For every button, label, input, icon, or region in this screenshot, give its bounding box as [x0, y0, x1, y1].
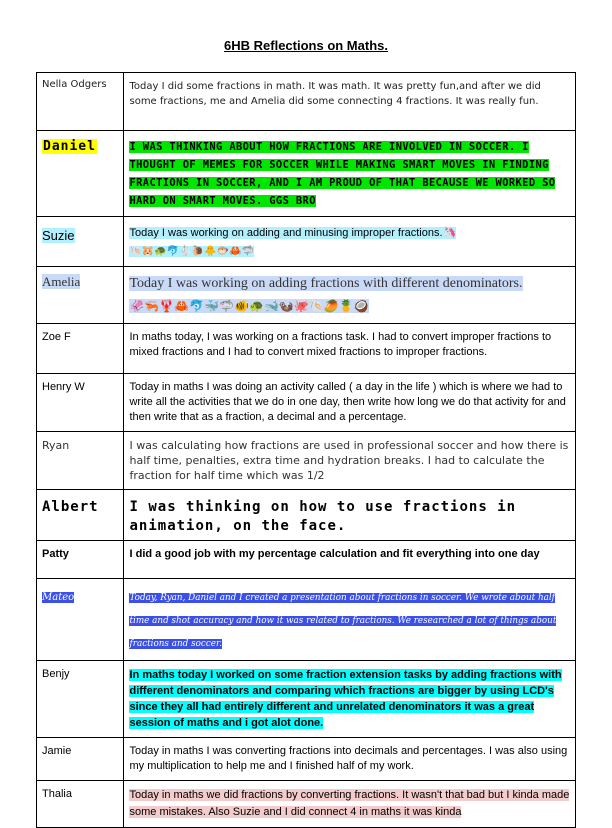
reflection-cell — [124, 579, 576, 661]
student-name-cell — [37, 217, 124, 267]
student-name-cell — [37, 579, 124, 661]
table-row — [37, 661, 576, 738]
reflection-text: In maths today, I was working on a fractions task. I had to convert improper fractions to mixed fractions and I had to convert mixed fractions to improper fractions. — [129, 331, 552, 358]
reflection-cell — [124, 73, 576, 131]
student-name-cell — [37, 661, 124, 738]
reflection-cell — [124, 324, 576, 374]
table-row — [37, 579, 576, 661]
student-name-cell — [37, 131, 124, 217]
sea-animals-emoji-row: 🐚🐹🐢🐬🐇🐌🐥🐡🦀🦈 — [129, 246, 254, 257]
table-row — [37, 738, 576, 781]
table-row — [37, 781, 576, 828]
table-row — [37, 217, 576, 267]
student-name: Suzie — [42, 228, 75, 243]
reflection-cell — [124, 217, 576, 267]
reflection-text: Today I did some fractions in math. It was math. It was pretty fun,and after we did some fractions, me and Amelia did some connecting 4 fractions. It was really fun. — [129, 81, 541, 107]
reflection-cell — [124, 267, 576, 324]
student-name-cell — [37, 73, 124, 131]
student-name: Daniel — [43, 139, 96, 154]
reflection-cell — [124, 541, 576, 579]
table-row — [37, 374, 576, 432]
document-title: 6HB Reflections on Maths. — [224, 38, 388, 53]
student-name: Patty — [42, 548, 69, 560]
reflection-cell — [124, 738, 576, 781]
sea-animals-emoji-row: 🦑🦐🦞🦀🐬🐳🦈🐠🐢🐋🦦🐙🐚🥭🍍🥥 — [129, 299, 369, 313]
reflection-cell — [124, 661, 576, 738]
reflection-text: I was thinking on how to use fractions in animation, on the face. — [129, 499, 517, 534]
table-row — [37, 267, 576, 324]
student-name-cell — [37, 432, 124, 490]
table-row — [37, 73, 576, 131]
student-name-cell — [37, 490, 124, 541]
table-row — [37, 131, 576, 217]
reflection-text: I WAS THINKING ABOUT HOW FRACTIONS ARE INVOLVED IN SOCCER. I THOUGHT OF MEMES FOR SOCCER WHILE MAKING SMART MOVES IN FINDING FRACTIONS IN SOCCER, AND I AM PROUD OF THAT BECAUSE WE WORKED SO HARD ON SMART MOVES. GGS BRO — [129, 141, 556, 207]
reflection-text: Today I was working on adding fractions with different denominators. — [129, 276, 523, 291]
reflections-table — [36, 72, 576, 828]
student-name-cell — [37, 738, 124, 781]
reflection-text: Today in maths we did fractions by converting fractions. It wasn't that bad but I kinda made some mistakes. Also Suzie and I did connect 4 in maths it was kinda — [129, 789, 570, 818]
student-name: Henry W — [42, 381, 85, 393]
reflection-cell — [124, 131, 576, 217]
reflection-text: Today, Ryan, Daniel and I created a presentation about fractions in soccer. We wrote about half time and shot accuracy and how it was related to fractions. We researched a lot of things about fractions and soccer. — [129, 593, 557, 649]
reflection-cell — [124, 781, 576, 828]
student-name: Mateo — [42, 592, 75, 603]
reflection-text: Today in maths I was doing an activity called ( a day in the life ) which is where we had to write all the activities that we do in one day, then write how long we do that activity for and then write that as a fraction, a decimal and a percentage. — [129, 381, 566, 423]
student-name: Zoe F — [42, 331, 71, 343]
student-name: Albert — [42, 499, 99, 515]
table-row — [37, 490, 576, 541]
student-name: Amelia — [42, 274, 81, 289]
student-name-cell — [37, 267, 124, 324]
student-name-cell — [37, 781, 124, 828]
reflection-text: Today I was working on adding and minusing improper fractions. — [129, 227, 443, 239]
reflection-cell — [124, 432, 576, 490]
student-name: Ryan — [42, 439, 70, 452]
student-name-cell — [37, 324, 124, 374]
student-name-cell — [37, 374, 124, 432]
reflection-cell — [124, 490, 576, 541]
student-name: Thalia — [42, 788, 72, 800]
reflection-text: I did a good job with my percentage calculation and fit everything into one day — [129, 548, 540, 560]
unicorn-icon: 🦄 — [442, 226, 457, 239]
reflection-text: I was calculating how fractions are used in professional soccer and how there is half time, penalties, extra time and hydration breaks. I had to calculate the fraction for half time which was 1/2 — [129, 439, 569, 482]
table-row — [37, 432, 576, 490]
table-row — [37, 541, 576, 579]
table-row — [37, 324, 576, 374]
reflection-text: Today in maths I was converting fractions into decimals and percentages. I was also using my multiplication to help me and I finished half of my work. — [129, 745, 568, 772]
student-name: Benjy — [42, 668, 70, 680]
reflection-cell — [124, 374, 576, 432]
student-name: Nella Odgers — [42, 79, 107, 90]
reflection-text: In maths today I worked on some fraction extension tasks by adding fractions with different denominators and comparing which fractions are bigger by using LCD's since they all had entirely different and unrelated denominators it was a great session of maths and i got alot done. — [129, 669, 562, 729]
student-name-cell — [37, 541, 124, 579]
student-name: Jamie — [42, 745, 72, 757]
